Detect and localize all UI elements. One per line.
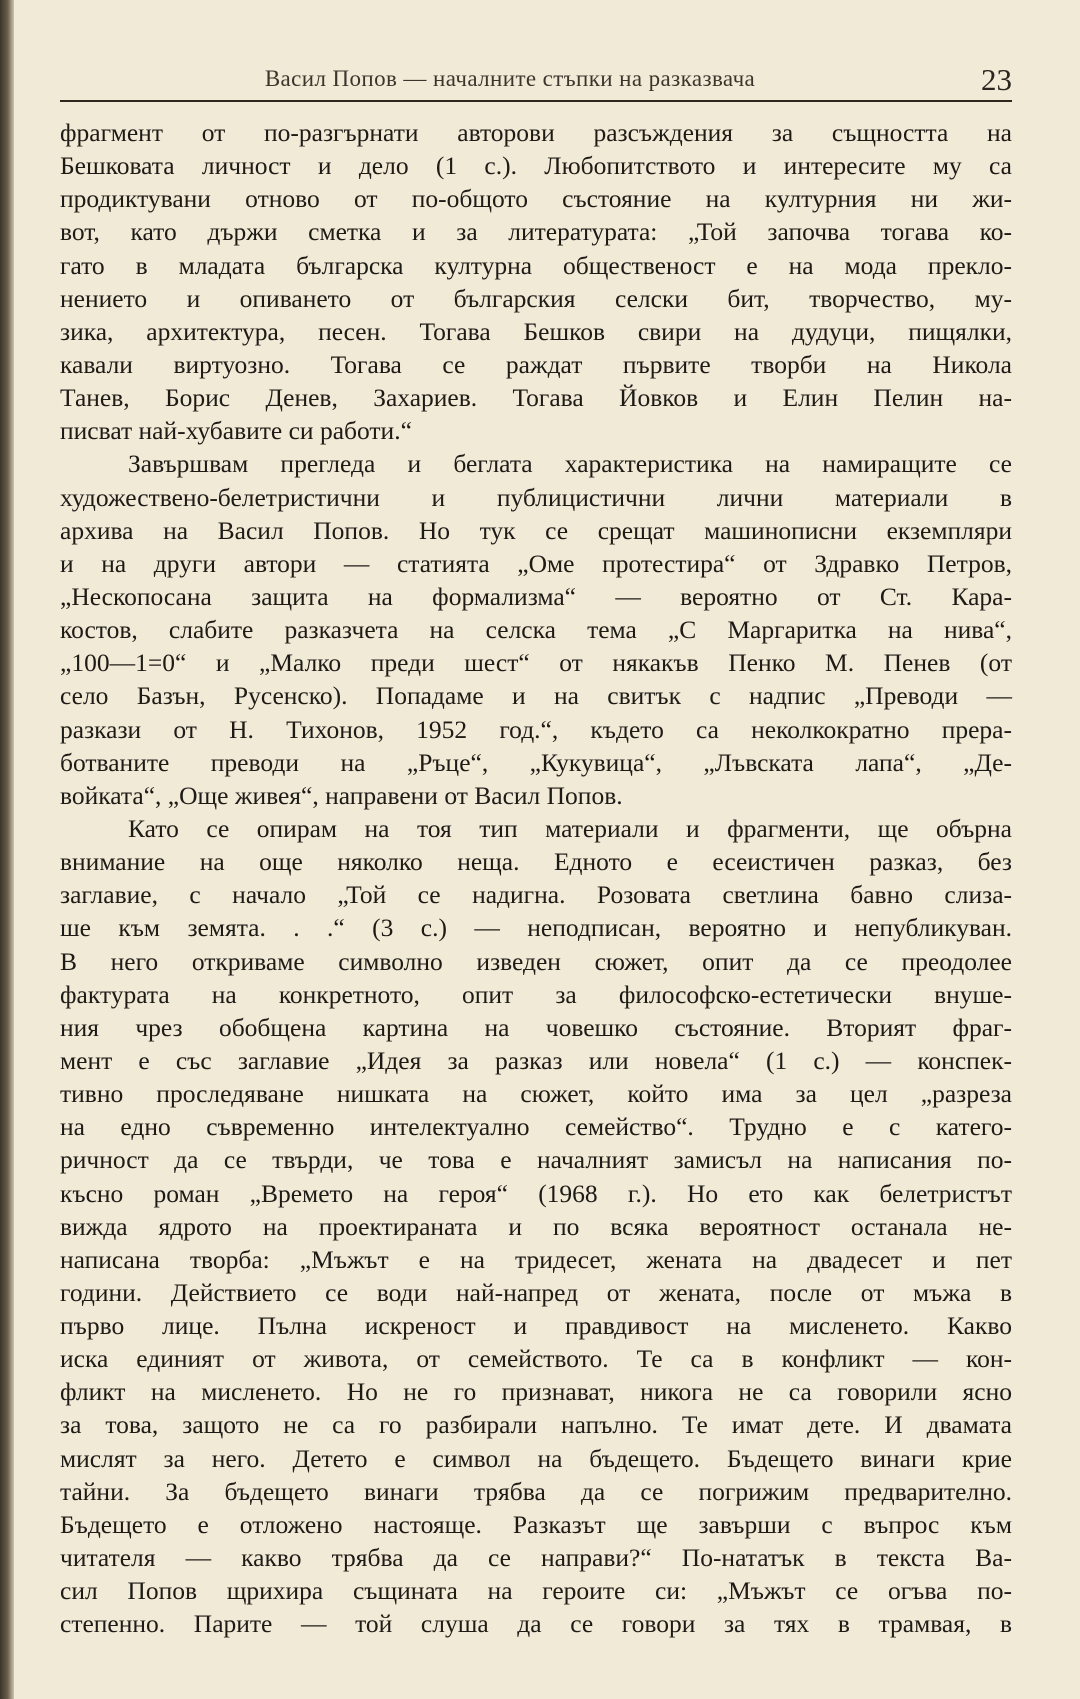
text-line: внимание на още няколко неща. Едното е есеистичен разказ, без bbox=[60, 847, 1012, 877]
text-line: ботваните преводи на „Ръце“, „Кукувица“, „Лъвската лапа“, „Де- bbox=[60, 747, 1012, 777]
paragraph-first-line: Като се опирам на тоя тип материали и фрагменти, ще обърна bbox=[128, 813, 1012, 843]
text-line: фликт на мисленето. Но не го признават, никога не са говорили ясно bbox=[60, 1377, 1012, 1407]
text-line: Танев, Борис Денев, Захариев. Тогава Йовков и Елин Пелин на- bbox=[60, 383, 1012, 413]
text-line: „100—1=0“ и „Малко преди шест“ от някакъв Пенко М. Пенев (от bbox=[60, 648, 1012, 678]
text-line: тайни. За бъдещето винаги трябва да се погрижим предварително. bbox=[60, 1476, 1012, 1506]
text-line: степенно. Парите — той слуша да се говори за тях в трамвая, в bbox=[60, 1609, 1012, 1639]
text-line: кавали виртуозно. Тогава се раждат първите творби на Никола bbox=[60, 349, 1012, 379]
text-line: късно роман „Времето на героя“ (1968 г.). Но ето как белетристът bbox=[60, 1178, 1012, 1208]
text-line: фактурата на конкретното, опит за философско-естетически внуше- bbox=[60, 979, 1012, 1009]
text-line: костов, слабите разказчета на селска тема „С Маргаритка на нива“, bbox=[60, 615, 1012, 645]
running-header bbox=[60, 62, 1012, 102]
text-line: В него откриваме символно изведен сюжет, опит да се преодолее bbox=[60, 946, 1012, 976]
text-line: години. Действието се води най-напред от жената, после от мъжа в bbox=[60, 1277, 1012, 1307]
body-text bbox=[60, 116, 1012, 1640]
text-line: художествено-белетристични и публицистични лични материали в bbox=[60, 482, 1012, 512]
running-title: Васил Попов — началните стъпки на разказвача bbox=[264, 66, 756, 91]
text-line: сил Попов щрихира същината на героите си: „Мъжът се огъва по- bbox=[60, 1576, 1012, 1606]
text-line: ния чрез обобщена картина на човешко състояние. Вторият фраг- bbox=[60, 1012, 1012, 1042]
text-line: мент е със заглавие „Идея за разказ или новела“ (1 с.) — конспек- bbox=[60, 1045, 1012, 1075]
text-line: на едно съвременно интелектуално семейство“. Трудно е с катего- bbox=[60, 1112, 1012, 1142]
text-line: село Базън, Русенско). Попадаме и на свитък с надпис „Преводи — bbox=[60, 681, 1012, 711]
text-line: ше към земята. . .“ (3 с.) — неподписан, вероятно и непубликуван. bbox=[60, 913, 1012, 943]
text-line: гато в младата българска културна общественост е на мода прекло- bbox=[60, 250, 1012, 280]
header-rule bbox=[60, 100, 1012, 102]
text-line: вижда ядрото на проектираната и по всяка вероятност останала не- bbox=[60, 1211, 1012, 1241]
text-line: архива на Васил Попов. Но тук се срещат машинописни екземпляри bbox=[60, 515, 1012, 545]
text-line: мислят за него. Детето е символ на бъдещето. Бъдещето винаги крие bbox=[60, 1443, 1012, 1473]
text-line: писват най-хубавите си работи.“ bbox=[60, 416, 412, 446]
text-line: заглавие, с начало „Той се надигна. Розовата светлина бавно слиза- bbox=[60, 880, 1012, 910]
text-line: иска единият от живота, от семейството. Те са в конфликт — кон- bbox=[60, 1344, 1012, 1374]
text-line: вот, като държи сметка и за литературата: „Той започва тогава ко- bbox=[60, 217, 1012, 247]
text-line: тивно проследяване нишката на сюжет, който има за цел „разреза bbox=[60, 1079, 1012, 1109]
text-line: първо лице. Пълна искреност и правдивост на мисленето. Какво bbox=[60, 1311, 1012, 1341]
text-line: ричност да се твърди, че това е началният замисъл на написания по- bbox=[60, 1145, 1012, 1175]
text-line: фрагмент от по-разгърнати авторови разсъждения за същността на bbox=[60, 118, 1012, 147]
text-line: разкази от Н. Тихонов, 1952 год.“, където са неколкократно прера- bbox=[60, 714, 1012, 744]
text-line: зика, архитектура, песен. Тогава Бешков свири на дудуци, пищялки, bbox=[60, 316, 1012, 346]
page-number: 23 bbox=[981, 62, 1012, 97]
paragraph-first-line: Завършвам прегледа и беглата характеристика на намиращите се bbox=[128, 449, 1012, 479]
text-line: за това, защото не са го разбирали напълно. Те имат дете. И двамата bbox=[60, 1410, 1012, 1440]
text-line: Бешковата личност и дело (1 с.). Любопитството и интересите му са bbox=[60, 151, 1012, 181]
text-line: Бъдещето е отложено настояще. Разказът ще завърши с въпрос към bbox=[60, 1509, 1012, 1539]
text-line: продиктувани отново от по-общото състояние на културния ни жи- bbox=[60, 184, 1012, 214]
text-line: читателя — какво трябва да се направи?“ По-нататък в текста Ва- bbox=[60, 1543, 1012, 1573]
text-line: нението и опиването от българския селски бит, творчество, му- bbox=[60, 283, 1012, 313]
text-line: „Нескопосана защита на формализма“ — вероятно от Ст. Кара- bbox=[60, 581, 1012, 611]
text-line: и на други автори — статията „Оме протестира“ от Здравко Петров, bbox=[60, 548, 1012, 578]
text-line: написана творба: „Мъжът е на тридесет, жената на двадесет и пет bbox=[60, 1244, 1012, 1274]
text-line: войката“, „Още живея“, направени от Васил Попов. bbox=[60, 780, 623, 810]
